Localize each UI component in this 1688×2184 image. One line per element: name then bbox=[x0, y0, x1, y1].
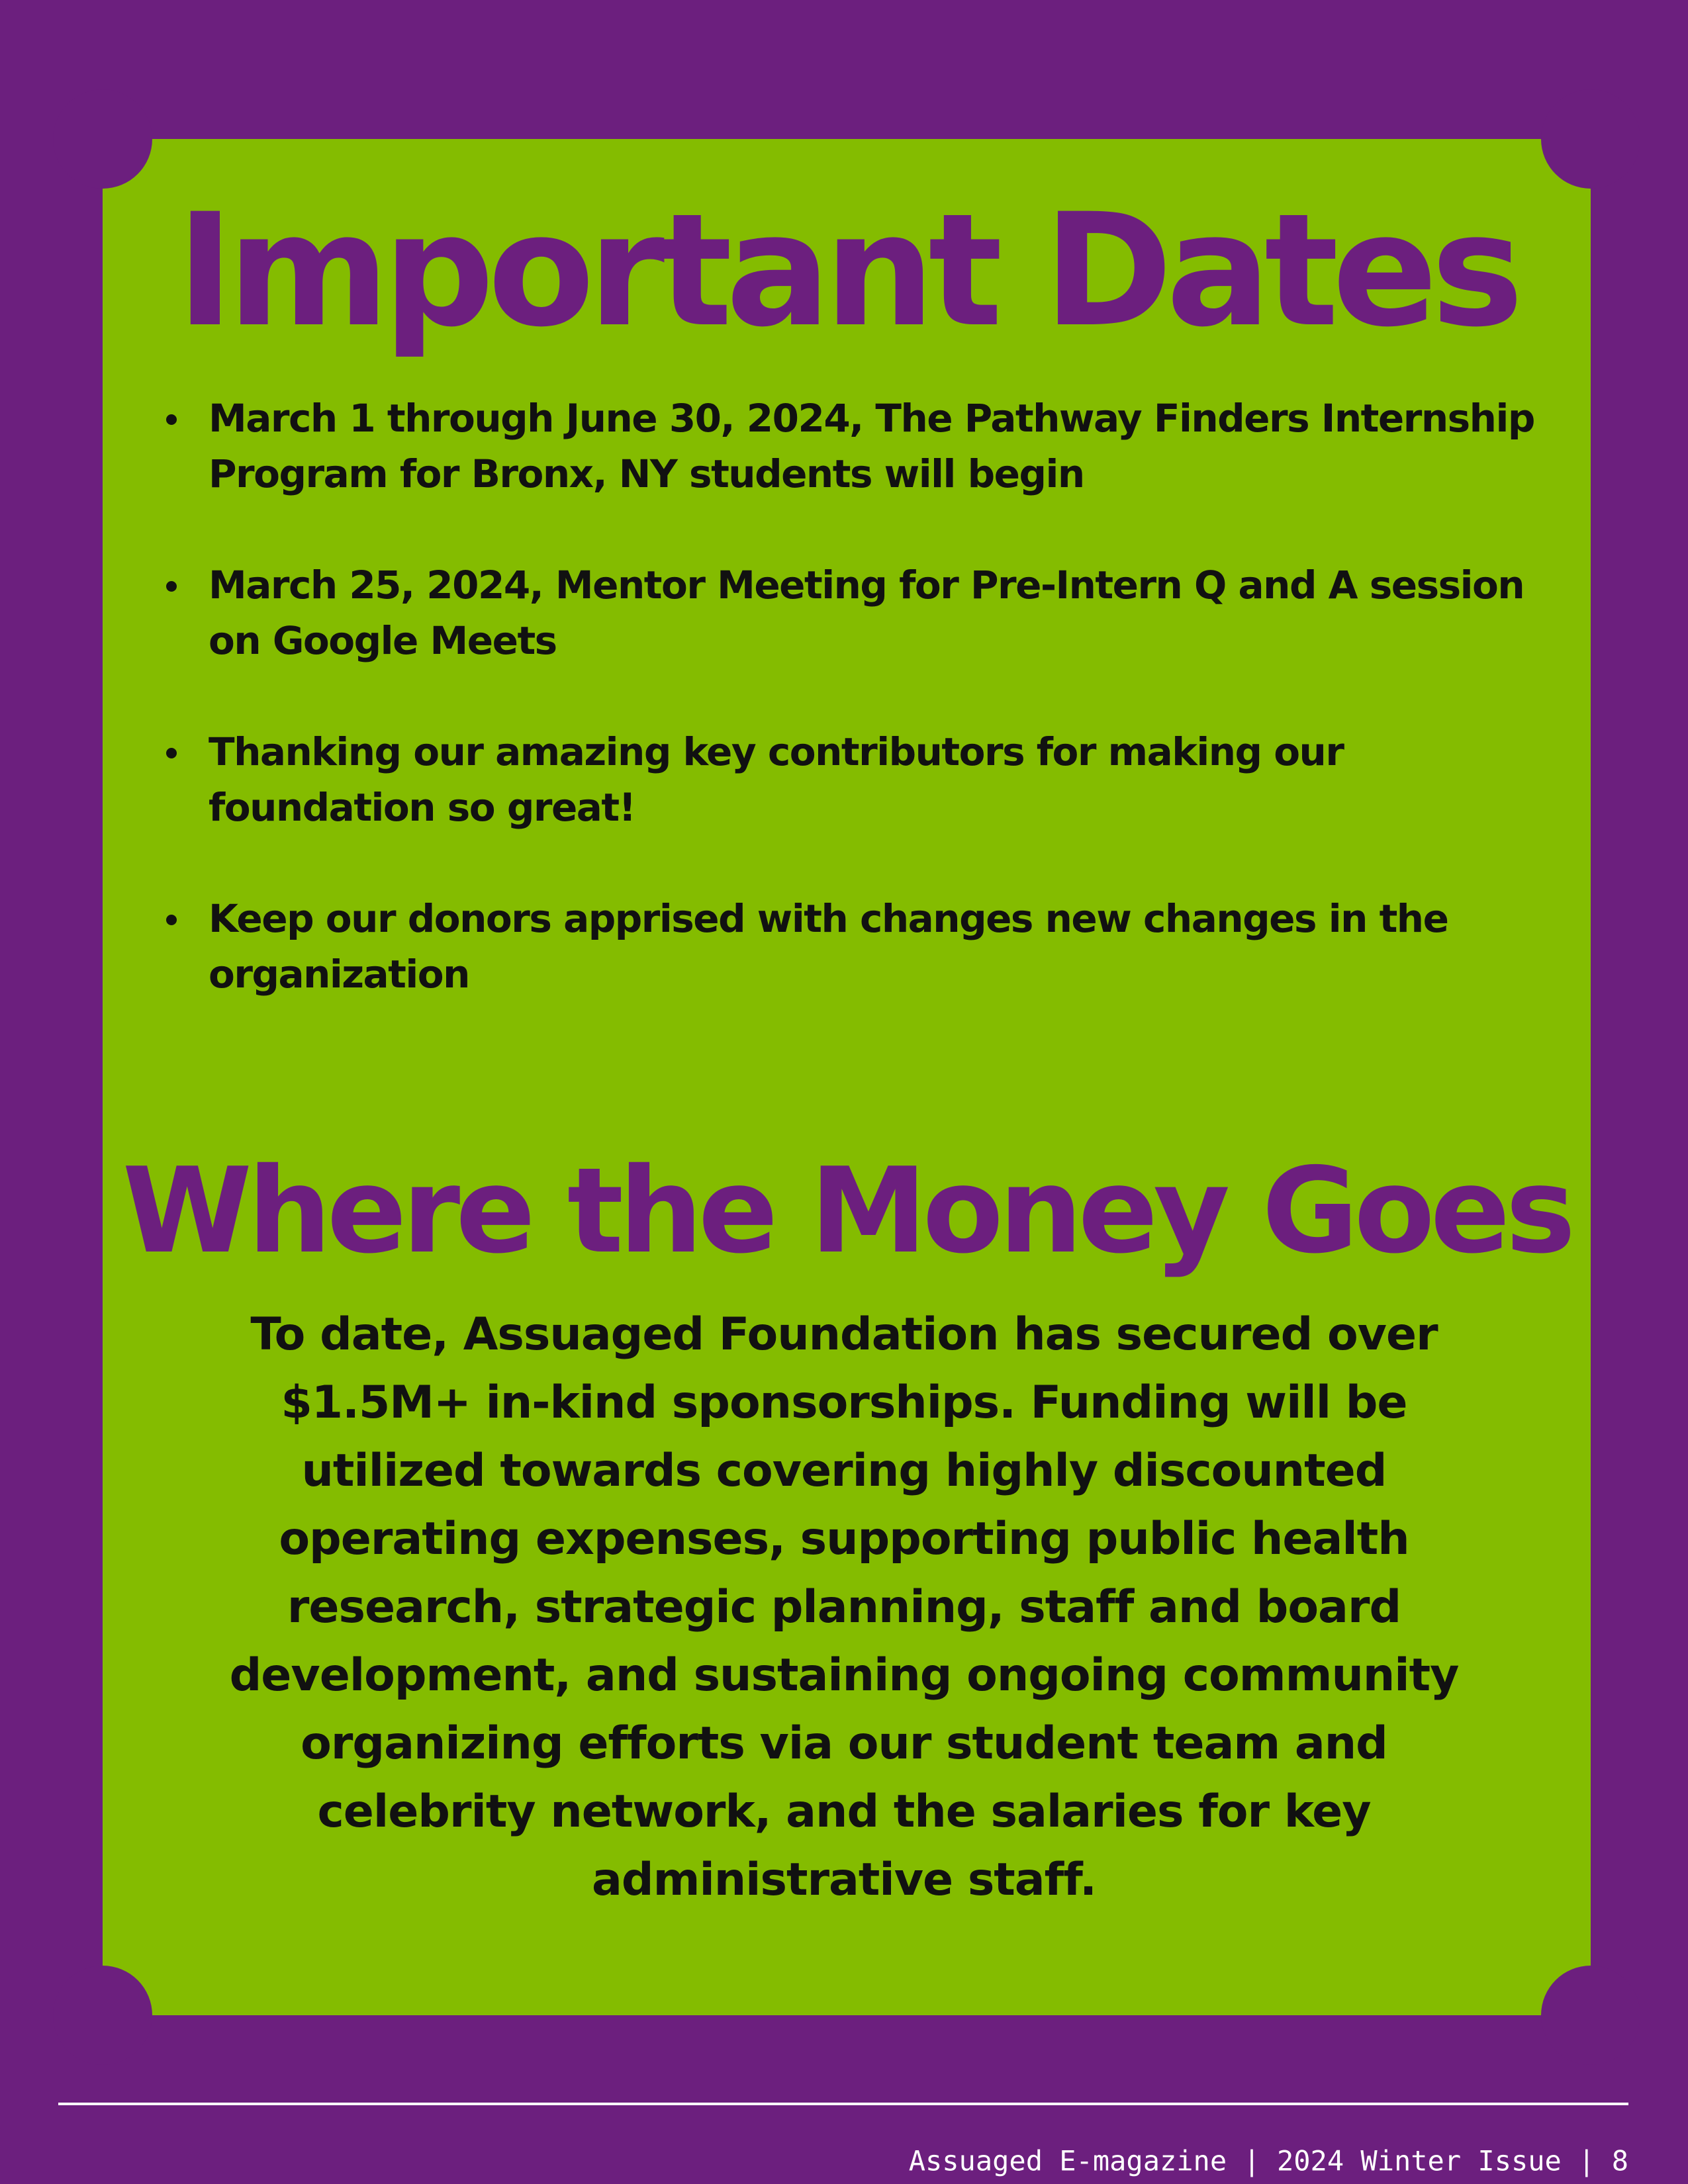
panel-corner-notch bbox=[1541, 1966, 1640, 2065]
date-item bbox=[103, 557, 1591, 668]
date-item-text: March 25, 2024, Mentor Meeting for Pre-Intern Q and A session on Google Meets bbox=[209, 563, 1524, 663]
date-item bbox=[103, 390, 1591, 502]
important-dates-list bbox=[103, 390, 1591, 1058]
date-item bbox=[103, 724, 1591, 835]
where-money-goes-heading: Where the Money Goes bbox=[122, 1142, 1571, 1279]
content-panel bbox=[103, 139, 1591, 2015]
bullet-icon bbox=[166, 581, 177, 592]
panel-corner-notch bbox=[1541, 89, 1640, 189]
bullet-icon bbox=[166, 915, 177, 925]
important-dates-heading: Important Dates bbox=[176, 181, 1517, 361]
bullet-icon bbox=[166, 748, 177, 758]
money-paragraph: To date, Assuaged Foundation has secured over $1.5M+ in-kind sponsorships. Funding will be utilized towards covering highly discounted operating expenses, supporting public health research, strategic planning, staff and board development, and sustaining ongoing community organizing efforts via our student team and celebrity network, and the salaries for key administrative staff. bbox=[229, 1308, 1459, 1906]
bullet-icon bbox=[166, 414, 177, 425]
panel-corner-notch bbox=[53, 89, 152, 189]
panel-corner-notch bbox=[53, 1966, 152, 2065]
footer-text: Assuaged E-magazine | 2024 Winter Issue | 8 bbox=[908, 2144, 1628, 2177]
date-item-text: Keep our donors apprised with changes new changes in the organization bbox=[209, 896, 1448, 997]
date-item bbox=[103, 891, 1591, 1002]
date-item-text: Thanking our amazing key contributors for making our foundation so great! bbox=[209, 729, 1344, 830]
date-item-text: March 1 through June 30, 2024, The Pathway Finders Internship Program for Bronx, NY students will begin bbox=[209, 396, 1534, 496]
footer-divider bbox=[58, 2103, 1628, 2105]
